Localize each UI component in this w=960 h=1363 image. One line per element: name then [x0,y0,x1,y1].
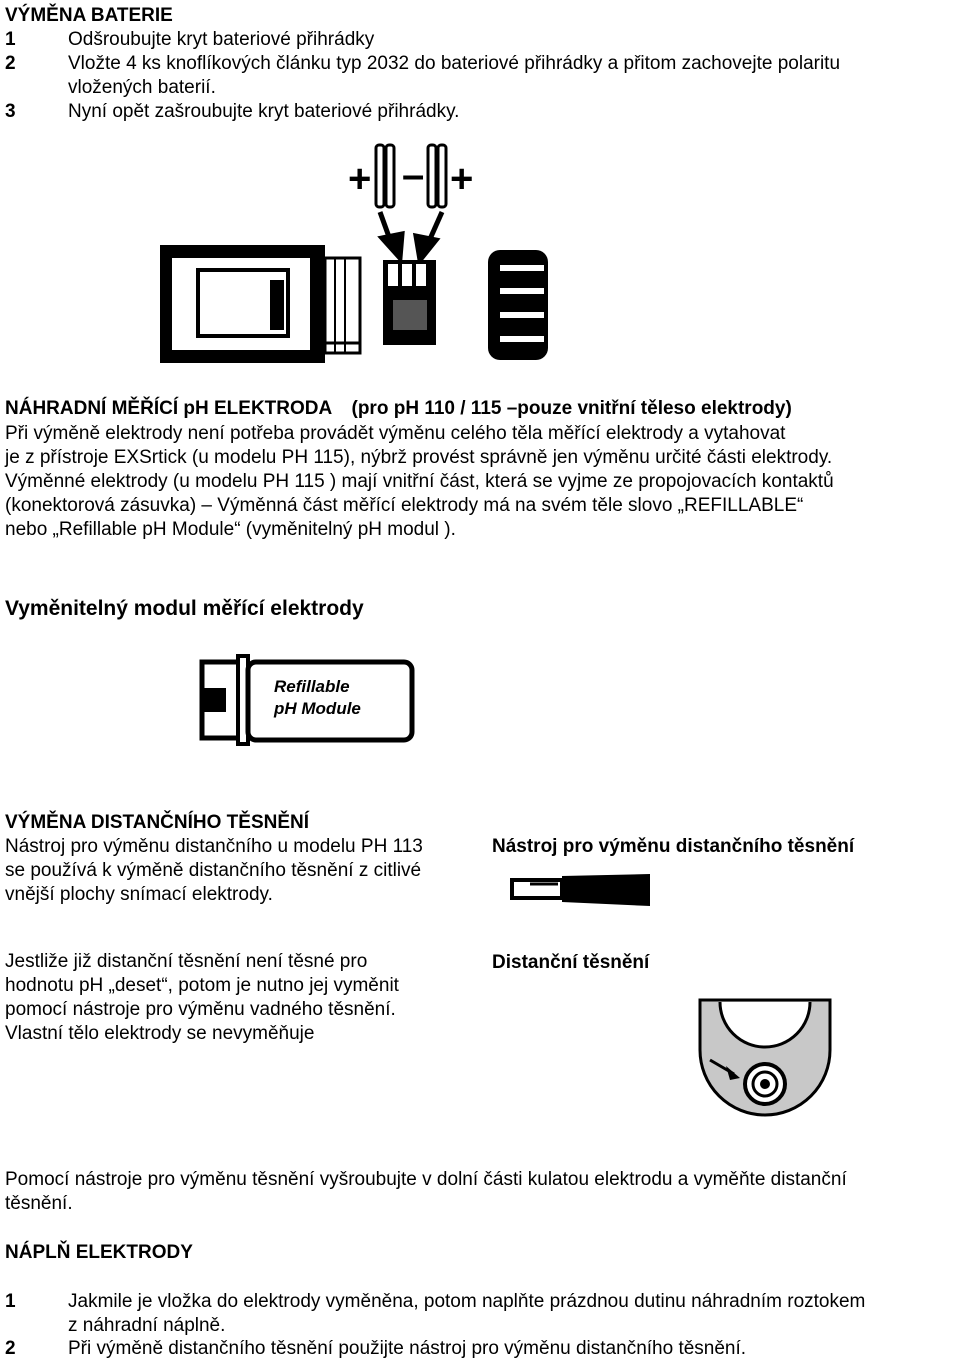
step-text: Jakmile je vložka do elektrody vyměněna, potom naplňte prázdnou dutinu náhradním roztokem [68,1291,866,1312]
module-heading: Vyměnitelný modul měřící elektrody [5,597,364,620]
seal-line: vnější plochy snímací elektrody. [5,884,273,905]
seal-para3-line: těsnění. [5,1193,73,1214]
electrode-line: Při výměně elektrody není potřeba provádět výměnu celého těla měřící elektrody a vytahovat [5,423,786,444]
step-number: 1 [5,29,16,50]
step-text: Při výměně distančního těsnění použijte nástroj pro výměnu distančního těsnění. [68,1338,747,1359]
seal-para2-line: Vlastní tělo elektrody se nevyměňuje [5,1023,315,1044]
seal-para2-line: Jestliže již distanční těsnění není těsné pro [5,951,368,972]
step-number: 1 [5,1291,16,1312]
step-text: Vložte 4 ks knoflíkových článku typ 2032 do bateriové přihrádky a přitom zachovejte polaritu [68,53,841,74]
step-number: 2 [5,53,16,74]
step-text-cont: vložených baterií. [68,77,216,98]
step-text: Odšroubujte kryt bateriové přihrádky [68,29,375,50]
module-label-line1: Refillable [274,677,350,696]
electrode-line: je z přístroje EXSrtick (u modelu PH 115), nýbrž provést správně jen výměnu určité části elektrody. [5,447,833,468]
electrode-line: (konektorová zásuvka) – Výměnná část měřící elektrody má na svém těle slovo „REFILLABLE“ [5,495,804,516]
screw-cap [488,250,548,360]
seal-line: Nástroj pro výměnu distančního u modelu PH 113 [5,836,423,857]
battery-diagram [150,140,570,370]
seal-para2-line: hodnotu pH „deset“, potom je nutno jej vyměnit [5,975,399,996]
electrode-heading: NÁHRADNÍ MĚŘÍCÍ pH ELEKTRODA [5,398,333,419]
seal-tool-image [510,870,660,910]
refillable-module-image [198,650,418,750]
seal-line: se používá k výměně distančního těsnění z citlivé [5,860,422,881]
seal-para2-line: pomocí nástroje pro výměnu vadného těsnění. [5,999,396,1020]
plus-sign-left: + [348,157,372,201]
step-text-cont: z náhradní náplně. [68,1315,226,1336]
fill-heading: NÁPLŇ ELEKTRODY [5,1242,193,1263]
battery-compartment [383,260,436,345]
electrode-line: nebo „Refillable pH Module“ (vyměnitelný pH modul ). [5,519,456,540]
spacer-heading: Distanční těsnění [492,952,650,973]
insert-arrows [380,212,442,260]
plus-sign-right: + [450,157,474,201]
electrode-line: Výměnné elektrody (u modelu PH 115 ) mají vnitřní část, která se vyjme ze propojovacích kontaktů [5,471,834,492]
electrode-heading-row [5,397,792,421]
seal-heading: VÝMĚNA DISTANČNÍHO TĚSNĚNÍ [5,812,310,833]
battery-heading: VÝMĚNA BATERIE [5,5,173,26]
spacer-seal-image [690,990,840,1120]
minus-sign: – [402,153,425,197]
tool-heading: Nástroj pro výměnu distančního těsnění [492,836,855,857]
coin-cells-left [376,145,394,207]
meter-body [160,245,360,363]
electrode-heading-note: (pro pH 110 / 115 –pouze vnitřní těleso elektrody) [351,398,792,419]
module-label-line2: pH Module [274,699,361,718]
coin-cells-right [428,145,446,207]
step-number: 3 [5,101,16,122]
step-text: Nyní opět zašroubujte kryt bateriové přihrádky. [68,101,460,122]
step-number: 2 [5,1338,16,1359]
seal-para3-line: Pomocí nástroje pro výměnu těsnění vyšroubujte v dolní části kulatou elektrodu a vyměňte distanční [5,1169,847,1190]
